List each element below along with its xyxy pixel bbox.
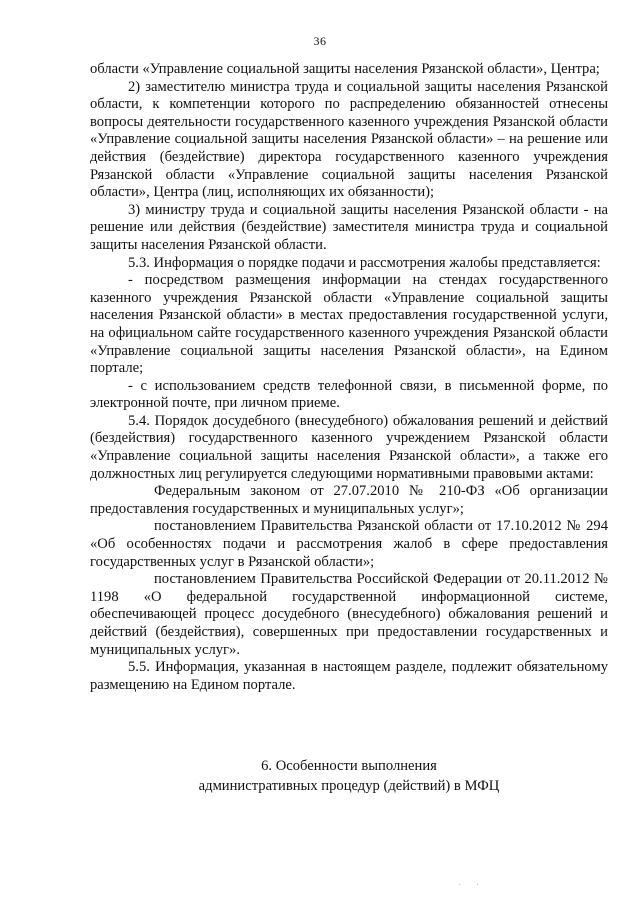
paragraph-federal-law: Федеральным законом от 27.07.2010 № 210-ФЗ «Об организации предоставления государственных и муниципальных услуг»; [90,483,608,517]
paragraph-5-4: 5.4. Порядок досудебного (внесудебного) обжалования решений и действий (бездействия) государственного казенного учреждением Рязанской области «Управление социальной защиты населения Рязанской области», а также его должностных лиц регулируется следующими нормативными правовыми актами: [90,412,608,482]
paragraph-5-3: 5.3. Информация о порядке подачи и рассмотрения жалобы представляется: [128,254,601,271]
section-heading-line-1: 6. Особенности выполнения [261,758,437,774]
paragraph-item-3: 3) министру труда и социальной защиты населения Рязанской области - на решение или действия (бездействие) заместителя министра труда и социальной защиты населения Рязанской области. [90,201,608,253]
paragraph-item-2: 2) заместителю министра труда и социальной защиты населения Рязанской области, к компетенции которого по распределению обязанностей отнесены вопросы деятельности государственного казенного учреждения Рязанской области «Управление социальной защиты населения Рязанской области» – на решение или действия (бездействие) директора государственного казенного учреждения Рязанской области «Управление социальной защиты населения Рязанской области», Центра (лиц, исполняющих их обязанности); [90,78,608,201]
paragraph-5-5: 5.5. Информация, указанная в настоящем разделе, подлежит обязательному размещению на Едином портале. [90,659,608,693]
paragraph-bullet-phone: - с использованием средств телефонной связи, в письменной форме, по электронной почте, при личном приеме. [90,377,608,412]
scan-specks: · · [458,880,486,891]
section-heading-line-2: административных процедур (действий) в МФЦ [198,778,500,794]
section-heading [90,756,608,796]
document-body [90,61,608,694]
paragraph-continuation: области «Управление социальной защиты населения Рязанской области», Центра; [90,61,600,77]
paragraph-regional-decree: постановлением Правительства Рязанской области от 17.10.2012 № 294 «Об особенностях подачи и рассмотрения жалоб в сфере предоставления государственных услуг в Рязанской области»; [90,518,608,570]
paragraph-bullet-stands: - посредством размещения информации на стендах государственного казенного учреждения Рязанской области «Управление социальной защиты населения Рязанской области» в местах предоставления государственной услуги, на официальном сайте государственного казенного учреждения Рязанской области «Управление социальной защиты населения Рязанской области», на Едином портале; [90,272,608,377]
paragraph-federal-decree: постановлением Правительства Российской Федерации от 20.11.2012 № 1198 «О федеральной государственной информационной системе, обеспечивающей процесс досудебного (внесудебного) обжалования решений и действий (бездействия), совершенных при предоставлении государственных и муниципальных услуг». [90,571,608,658]
page-number: 36 [313,34,327,48]
